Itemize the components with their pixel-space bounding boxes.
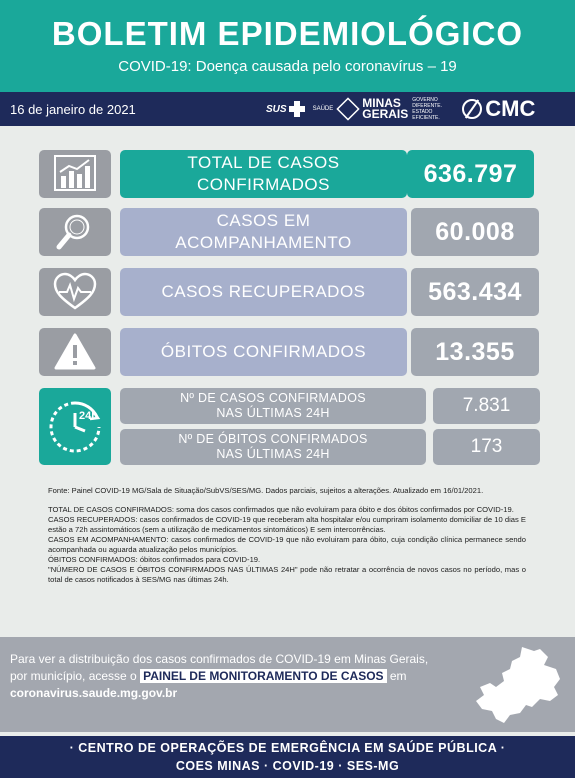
mg-tagline: GOVERNO DIFERENTE. ESTADO EFICIENTE. xyxy=(412,97,442,121)
sus-cross-icon xyxy=(289,101,305,117)
date-logo-bar xyxy=(0,92,575,126)
footer-line2: COES MINAS · COVID-19 · SES-MG xyxy=(175,759,400,773)
label-obitos-confirmados: ÓBITOS CONFIRMADOS xyxy=(120,328,407,376)
cmc-logo xyxy=(462,96,535,122)
value-obitos-24h: 173 xyxy=(433,429,540,465)
label-casos-recuperados: CASOS RECUPERADOS xyxy=(120,268,407,316)
label-casos-24h: Nº DE CASOS CONFIRMADOS NAS ÚLTIMAS 24H xyxy=(120,388,426,424)
value-casos-24h: 7.831 xyxy=(433,388,540,424)
sus-text: SUS xyxy=(266,103,287,115)
monitoring-text: Para ver a distribuição dos casos confirmados de COVID-19 em Minas Gerais, por município, acesse o PAINEL DE MONITORAMENTO DE CASOS em coronavirus.saude.mg.gov.br xyxy=(10,652,429,700)
sus-logo xyxy=(260,101,305,117)
value-casos-acompanhamento: 60.008 xyxy=(411,208,539,256)
note-fonte: Fonte: Painel COVID-19 MG/Sala de Situação/SubVS/SES/MG. Dados parciais, sujeitos a alterações. Atualizado em 16/01/2021. xyxy=(48,486,484,495)
chart-icon xyxy=(39,150,111,198)
label-obitos-24h: Nº DE ÓBITOS CONFIRMADOS NAS ÚLTIMAS 24H xyxy=(120,429,426,465)
note-total: TOTAL DE CASOS CONFIRMADOS: soma dos casos confirmados que não evoluiram para óbito e dos óbitos confirmados por COVID-19. xyxy=(48,505,514,514)
svg-text:24h: 24h xyxy=(79,409,98,422)
header-banner xyxy=(0,0,575,92)
footer xyxy=(0,736,575,778)
footer-line1: · CENTRO DE OPERAÇÕES DE EMERGÊNCIA EM SAÚDE PÚBLICA · xyxy=(69,741,506,755)
heartbeat-icon xyxy=(39,268,111,316)
mg-line1: MINAS xyxy=(362,96,401,110)
note-acompanhamento: CASOS EM ACOMPANHAMENTO: casos confirmados de COVID-19 que não evoluiram para óbito, cuja condição clínica permanece sendo acompanhada ou aguarda atualização pelos municípios. xyxy=(48,535,526,554)
value-casos-recuperados: 563.434 xyxy=(411,268,539,316)
mg-line2: GERAIS xyxy=(362,107,409,121)
notes-section xyxy=(48,486,526,585)
note-obitos: ÓBITOS CONFIRMADOS: óbitos confirmados para COVID-19. xyxy=(48,555,261,564)
site-link[interactable]: coronavirus.saude.mg.gov.br xyxy=(10,686,178,700)
minas-gerais-logo xyxy=(305,97,451,121)
page-subtitle: COVID-19: Doença causada pelo coronavírus – 19 xyxy=(118,58,457,75)
bulletin-date: 16 de janeiro de 2021 xyxy=(10,101,136,117)
note-ultimas-24h: "NÚMERO DE CASOS E ÓBITOS CONFIRMADOS NAS ÚLTIMAS 24H" pode não retratar a ocorrência de novos casos no período, mas o total de casos notificados à SES/MG nas últimas 24h. xyxy=(48,565,526,584)
cmc-emblem-icon xyxy=(462,99,482,119)
cmc-text: CMC xyxy=(485,96,536,121)
note-recuperados: CASOS RECUPERADOS: casos confirmados de COVID-19 que receberam alta hospitalar e/ou cumpriram isolamento domiciliar de 10 dias E estão a 72h assintomáticos (sem a utilização de medicamentos sintomáticos) E sem intercorrências. xyxy=(48,515,526,534)
saude-text: SAÚDE xyxy=(312,106,334,112)
magnifier-icon xyxy=(39,208,111,256)
minas-gerais-mark-icon xyxy=(337,97,360,120)
label-casos-acompanhamento: CASOS EM ACOMPANHAMENTO xyxy=(120,208,407,256)
value-obitos-confirmados: 13.355 xyxy=(411,328,539,376)
monitoring-panel xyxy=(0,637,575,732)
minas-gerais-map-icon xyxy=(470,643,570,729)
label-total-confirmados: TOTAL DE CASOS CONFIRMADOS xyxy=(120,150,407,198)
clock-24h-icon xyxy=(39,388,111,465)
panel-link-highlight[interactable]: PAINEL DE MONITORAMENTO DE CASOS xyxy=(140,669,386,683)
page-title: BOLETIM EPIDEMIOLÓGICO xyxy=(51,15,524,52)
warning-icon xyxy=(39,328,111,376)
value-total-confirmados: 636.797 xyxy=(407,150,534,198)
